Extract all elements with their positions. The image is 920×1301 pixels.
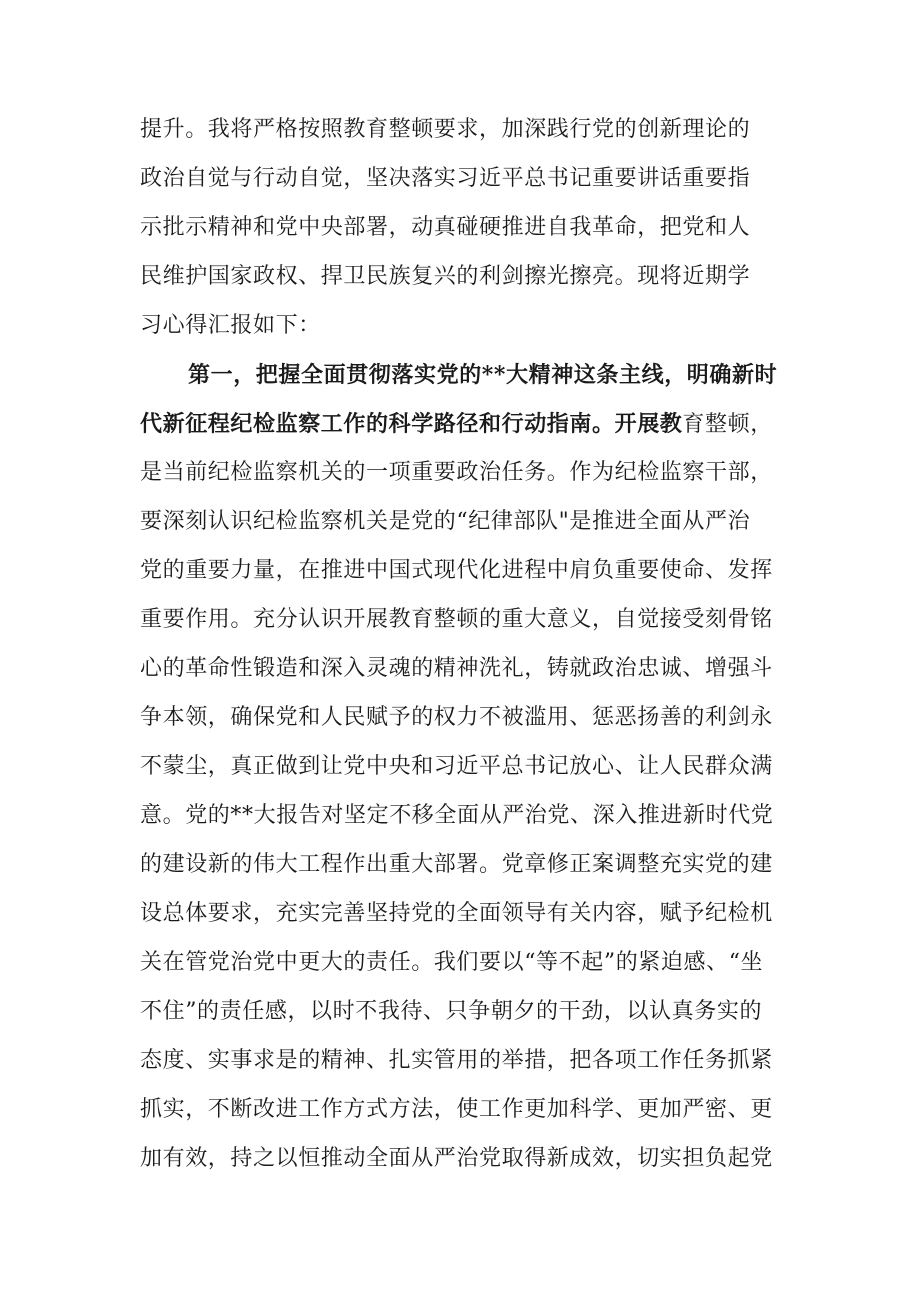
paragraph-line: 示批示精神和党中央部署，动真碰硬推进自我革命，把党和人 [140,215,751,240]
paragraph-line: 抓实，不断改进工作方式方法，使工作更加科学、更加严密、更 [140,1097,773,1122]
paragraph-line: 习心得汇报如下： [140,313,321,338]
paragraph-line: 党的重要力量，在推进中国式现代化进程中肩负重要使命、发挥 [140,558,773,583]
paragraph-line: 心的革命性锻造和深入灵魂的精神洗礼，铸就政治忠诚、增强斗 [140,656,773,681]
section-heading-line-1: 第一，把握全面贯彻落实党的**大精神这条主线，明确新时 [188,362,778,388]
paragraph-line: 提升。我将严格按照教育整顿要求，加深践行党的创新理论的 [140,117,751,142]
paragraph-line: 不蒙尘，真正做到让党中央和习近平总书记放心、让人民群众满 [140,754,773,779]
paragraph-line: 民维护国家政权、捍卫民族复兴的利剑擦光擦亮。现将近期学 [140,264,751,289]
paragraph-line: 的建设新的伟大工程作出重大部署。党章修正案调整充实党的建 [140,852,773,877]
section-heading-bold-text: 代新征程纪检监察工作的科学路径和行动指南。开展教 [140,411,683,437]
paragraph-line: 加有效，持之以恒推动全面从严治党取得新成效，切实担负起党 [140,1146,773,1171]
paragraph-line: 关在管党治党中更大的责任。我们要以“等不起”的紧迫感、“坐 [140,950,764,975]
paragraph-line: 重要作用。充分认识开展教育整顿的重大意义，自觉接受刻骨铭 [140,607,773,632]
paragraph-line: 要深刻认识纪检监察机关是党的“纪律部队"是推进全面从严治 [140,509,751,534]
section-heading-rest-text: 育整顿， [682,412,773,437]
section-heading-line-2 [140,400,800,448]
paragraph-line: 是当前纪检监察机关的一项重要政治任务。作为纪检监察干部， [140,460,773,485]
paragraph-line: 不住”的责任感，以时不我待、只争朝夕的干劲，以认真务实的 [140,999,763,1024]
paragraph-line: 态度、实事求是的精神、扎实管用的举措，把各项工作任务抓紧 [140,1048,773,1073]
paragraph-line: 设总体要求，充实完善坚持党的全面领导有关内容，赋予纪检机 [140,901,773,926]
paragraph-line: 政治自觉与行动自觉，坚决落实习近平总书记重要讲话重要指 [140,166,751,191]
paragraph-line: 争本领，确保党和人民赋予的权力不被滥用、惩恶扬善的利剑永 [140,705,773,730]
paragraph-line: 意。党的**大报告对坚定不移全面从严治党、深入推进新时代党 [140,803,774,828]
